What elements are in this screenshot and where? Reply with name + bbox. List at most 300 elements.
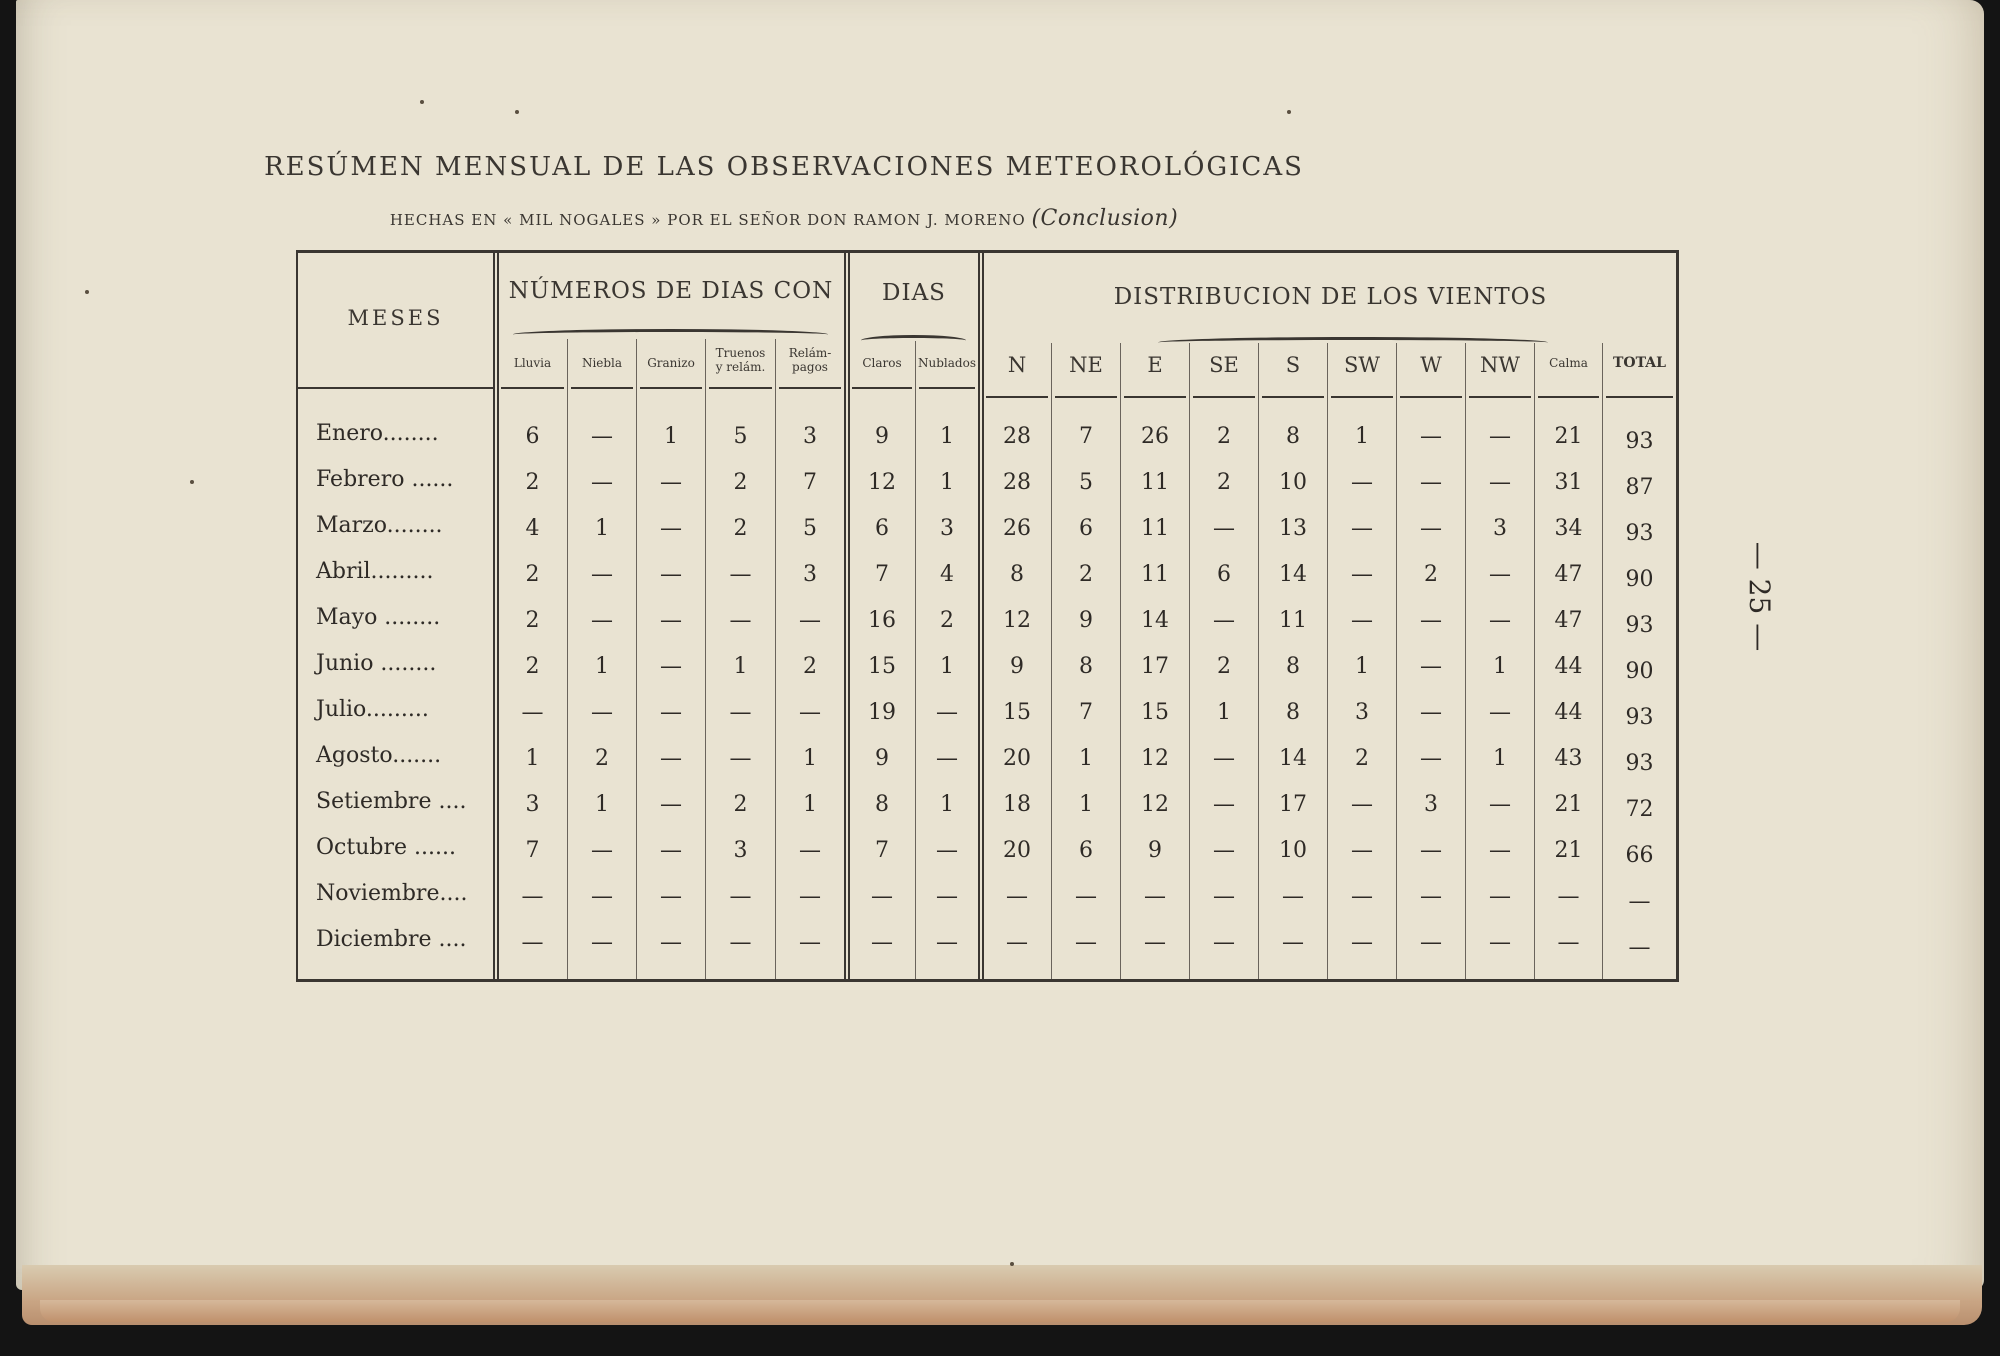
cell-SE: — (1213, 608, 1235, 633)
cell-granizo: — (660, 470, 682, 495)
cell-calma: 47 (1554, 562, 1583, 587)
cell-W: 3 (1424, 792, 1438, 817)
cell-E: 15 (1141, 700, 1169, 725)
cell-granizo: — (660, 746, 682, 771)
cell-relam: 3 (803, 424, 817, 449)
sub-header-relam (776, 346, 844, 374)
cell-S: 8 (1286, 424, 1300, 449)
header-rule (1262, 396, 1324, 398)
cell-SW: — (1351, 608, 1373, 633)
cell-SE: — (1213, 930, 1235, 955)
sub-header-line: y relám. (715, 360, 766, 374)
table-row (298, 467, 1676, 500)
header-rule (709, 387, 772, 389)
cell-niebla: — (591, 700, 613, 725)
brace-numeros (513, 329, 828, 340)
cell-calma: 21 (1554, 792, 1583, 817)
cell-truenos: — (729, 700, 752, 725)
table-row (298, 789, 1676, 822)
cell-NE: 6 (1079, 838, 1093, 863)
cell-claros: — (871, 884, 893, 909)
cell-E: 26 (1141, 424, 1169, 449)
cell-N: 15 (1003, 700, 1031, 725)
speck (190, 480, 194, 484)
table-row (298, 835, 1676, 868)
subtitle-italic: (Conclusion) (1031, 206, 1179, 231)
cell-claros: 9 (875, 424, 889, 449)
cell-total: 87 (1625, 475, 1654, 500)
col-divider (1534, 343, 1535, 979)
cell-NW: 3 (1493, 516, 1507, 541)
cell-S: — (1282, 884, 1304, 909)
cell-E: 12 (1141, 746, 1169, 771)
sub-header-calma: Calma (1549, 356, 1588, 370)
cell-lluvia: 7 (525, 838, 540, 863)
cell-niebla: — (591, 930, 613, 955)
col-divider (567, 339, 568, 979)
sub-header-lluvia: Lluvia (513, 356, 552, 370)
cell-truenos: 2 (733, 516, 748, 541)
cell-total: 93 (1625, 429, 1654, 454)
cell-nublados: — (936, 700, 958, 725)
cell-calma: — (1557, 930, 1580, 955)
cell-SE: 6 (1217, 562, 1231, 587)
cell-lluvia: 2 (525, 562, 540, 587)
cell-W: — (1420, 424, 1442, 449)
cell-N: 8 (1010, 562, 1024, 587)
cell-total: — (1628, 935, 1651, 960)
cell-W: — (1420, 470, 1442, 495)
month-label: Febrero ...... (316, 467, 454, 492)
cell-N: 18 (1003, 792, 1031, 817)
col-divider (1120, 343, 1121, 979)
cell-W: — (1420, 930, 1442, 955)
cell-nublados: — (936, 838, 958, 863)
cell-granizo: — (660, 654, 682, 679)
page-title: RESÚMEN MENSUAL DE LAS OBSERVACIONES METEOROLÓGICAS (264, 152, 1304, 182)
cell-SW: — (1351, 562, 1373, 587)
cell-SE: — (1213, 838, 1235, 863)
cell-NW: 1 (1493, 746, 1507, 771)
table-row (298, 743, 1676, 776)
col-divider (1051, 343, 1052, 979)
brace-vientos (1158, 337, 1548, 348)
cell-niebla: — (591, 884, 613, 909)
col-divider (1327, 343, 1328, 979)
cell-SW: — (1351, 792, 1373, 817)
header-rule (1538, 396, 1599, 398)
cell-calma: 34 (1554, 516, 1583, 541)
cell-SE: — (1213, 792, 1235, 817)
sub-header-SW: SW (1344, 353, 1380, 377)
cell-NE: — (1075, 930, 1097, 955)
cell-claros: — (871, 930, 893, 955)
cell-E: 11 (1141, 516, 1169, 541)
speck (1010, 1262, 1014, 1266)
cell-lluvia: 3 (525, 792, 540, 817)
cell-SW: — (1351, 470, 1373, 495)
cell-truenos: — (729, 608, 752, 633)
month-label: Setiembre .... (316, 789, 467, 814)
cell-total: 66 (1625, 843, 1654, 868)
cell-granizo: — (660, 930, 682, 955)
cell-niebla: 2 (595, 746, 609, 771)
cell-N: 20 (1003, 838, 1031, 863)
cell-claros: 7 (875, 562, 889, 587)
cell-S: — (1282, 930, 1304, 955)
cell-NE: 6 (1079, 516, 1093, 541)
cell-lluvia: 2 (525, 608, 540, 633)
cell-SW: 1 (1355, 654, 1369, 679)
cell-lluvia: — (521, 700, 544, 725)
cell-relam: 5 (803, 516, 817, 541)
cell-relam: 3 (803, 562, 817, 587)
cell-lluvia: 4 (525, 516, 540, 541)
cell-SE: — (1213, 884, 1235, 909)
cell-S: 14 (1279, 746, 1307, 771)
cell-claros: 12 (868, 470, 896, 495)
cell-N: — (1006, 930, 1028, 955)
cell-S: 17 (1279, 792, 1307, 817)
cell-N: 26 (1003, 516, 1031, 541)
cell-nublados: 2 (940, 608, 954, 633)
sub-header-N: N (1007, 353, 1027, 377)
cell-claros: 16 (868, 608, 896, 633)
col-divider (1465, 343, 1466, 979)
cell-calma: 31 (1554, 470, 1583, 495)
cell-lluvia: 2 (525, 654, 540, 679)
cell-E: 17 (1141, 654, 1169, 679)
cell-nublados: 3 (940, 516, 954, 541)
cell-S: 11 (1279, 608, 1307, 633)
cell-claros: 15 (868, 654, 896, 679)
cell-NE: 1 (1079, 792, 1093, 817)
cell-NW: — (1489, 424, 1511, 449)
cell-total: 93 (1625, 705, 1654, 730)
cell-N: 28 (1003, 424, 1031, 449)
header-rule (1124, 396, 1186, 398)
cell-total: 72 (1625, 797, 1654, 822)
col-divider (775, 339, 776, 979)
cell-NW: — (1489, 700, 1511, 725)
cell-NW: — (1489, 562, 1511, 587)
cell-lluvia: 6 (525, 424, 540, 449)
cell-nublados: 1 (940, 424, 954, 449)
sub-header-S: S (1285, 353, 1301, 377)
cell-SE: 2 (1217, 470, 1231, 495)
cell-nublados: — (936, 930, 958, 955)
header-rule (1193, 396, 1255, 398)
header-rule (640, 387, 702, 389)
header-rule (571, 387, 633, 389)
table-row (298, 421, 1676, 454)
cell-calma: — (1557, 884, 1580, 909)
cell-truenos: 2 (733, 792, 748, 817)
cell-lluvia: — (521, 884, 544, 909)
cell-calma: 21 (1554, 424, 1583, 449)
cell-S: 10 (1279, 470, 1307, 495)
cell-calma: 21 (1554, 838, 1583, 863)
sub-header-claros: Claros (862, 356, 902, 370)
header-rule (919, 387, 975, 389)
cell-E: — (1144, 930, 1166, 955)
cell-NE: 5 (1079, 470, 1093, 495)
cell-E: 11 (1141, 470, 1169, 495)
header-rule (852, 387, 912, 389)
cell-S: 10 (1279, 838, 1307, 863)
month-label: Agosto....... (316, 743, 442, 768)
sub-header-line: Truenos (715, 346, 766, 360)
cell-lluvia: 2 (525, 470, 540, 495)
cell-SW: — (1351, 838, 1373, 863)
header-rule (1400, 396, 1462, 398)
table-row (298, 697, 1676, 730)
cell-E: 11 (1141, 562, 1169, 587)
page-edge-lower (40, 1300, 1960, 1322)
col-divider (1396, 343, 1397, 979)
cell-S: 13 (1279, 516, 1307, 541)
cell-N: — (1006, 884, 1028, 909)
cell-granizo: — (660, 838, 682, 863)
cell-W: — (1420, 838, 1442, 863)
cell-E: 12 (1141, 792, 1169, 817)
cell-S: 8 (1286, 700, 1300, 725)
cell-W: 2 (1424, 562, 1438, 587)
subtitle-text: HECHAS EN « MIL NOGALES » POR EL SEÑOR DON RAMON J. MORENO (389, 211, 1026, 229)
cell-nublados: — (936, 884, 958, 909)
cell-NW: 1 (1493, 654, 1507, 679)
sub-header-granizo: Granizo (647, 356, 695, 370)
cell-niebla: — (591, 608, 613, 633)
cell-SE: 2 (1217, 654, 1231, 679)
cell-total: 93 (1625, 751, 1654, 776)
cell-NW: — (1489, 838, 1511, 863)
cell-N: 28 (1003, 470, 1031, 495)
cell-granizo: — (660, 884, 682, 909)
speck (515, 110, 519, 114)
cell-N: 20 (1003, 746, 1031, 771)
month-label: Octubre ...... (316, 835, 456, 860)
table-row (298, 513, 1676, 546)
cell-SE: — (1213, 516, 1235, 541)
cell-SW: 1 (1355, 424, 1369, 449)
month-label: Marzo........ (316, 513, 443, 538)
cell-SW: — (1351, 930, 1373, 955)
cell-NW: — (1489, 884, 1511, 909)
cell-SW: 2 (1355, 746, 1369, 771)
cell-NE: — (1075, 884, 1097, 909)
cell-relam: — (799, 608, 821, 633)
cell-calma: 43 (1554, 746, 1583, 771)
cell-calma: 44 (1554, 700, 1583, 725)
cell-S: 14 (1279, 562, 1307, 587)
cell-truenos: — (729, 884, 752, 909)
cell-niebla: 1 (595, 516, 609, 541)
sub-header-E: E (1147, 353, 1163, 377)
cell-truenos: — (729, 562, 752, 587)
cell-relam: — (799, 700, 821, 725)
cell-relam: — (799, 930, 821, 955)
cell-relam: — (799, 838, 821, 863)
cell-granizo: — (660, 562, 682, 587)
cell-truenos: 2 (733, 470, 748, 495)
sub-header-NE: NE (1069, 353, 1103, 377)
table-row (298, 927, 1676, 960)
month-label: Mayo ........ (316, 605, 441, 630)
header-numeros: NÚMEROS DE DIAS CON (508, 278, 834, 304)
col-divider (636, 339, 637, 979)
sub-header-nublados: Nublados (918, 356, 976, 370)
cell-relam: 1 (803, 746, 817, 771)
month-label: Noviembre.... (316, 881, 468, 906)
brace-dias (861, 335, 966, 346)
cell-granizo: 1 (664, 424, 678, 449)
cell-SW: — (1351, 884, 1373, 909)
sub-header-line: pagos (792, 360, 828, 374)
cell-N: 9 (1010, 654, 1024, 679)
cell-total: — (1628, 889, 1651, 914)
cell-claros: 19 (868, 700, 896, 725)
month-label: Enero........ (316, 421, 439, 446)
cell-lluvia: — (521, 930, 544, 955)
cell-calma: 47 (1554, 608, 1583, 633)
cell-NW: — (1489, 792, 1511, 817)
cell-W: — (1420, 654, 1442, 679)
cell-W: — (1420, 746, 1442, 771)
cell-SE: 1 (1217, 700, 1231, 725)
header-rule (986, 396, 1048, 398)
header-vientos: DISTRIBUCION DE LOS VIENTOS (1113, 284, 1548, 310)
col-divider (1189, 343, 1190, 979)
speck (1287, 110, 1291, 114)
cell-claros: 8 (875, 792, 889, 817)
cell-truenos: — (729, 746, 752, 771)
month-label: Diciembre .... (316, 927, 467, 952)
table-row (298, 559, 1676, 592)
header-rule (1055, 396, 1117, 398)
table-row (298, 605, 1676, 638)
cell-claros: 7 (875, 838, 889, 863)
cell-nublados: 1 (940, 470, 954, 495)
speck (85, 290, 89, 294)
cell-NE: 1 (1079, 746, 1093, 771)
speck (420, 100, 424, 104)
cell-NE: 7 (1079, 700, 1093, 725)
header-rule (779, 387, 841, 389)
cell-truenos: — (729, 930, 752, 955)
sub-header-SE: SE (1209, 353, 1239, 377)
sub-header-NW: NW (1480, 353, 1520, 377)
cell-W: — (1420, 516, 1442, 541)
col-divider (705, 339, 706, 979)
cell-granizo: — (660, 516, 682, 541)
cell-NE: 9 (1079, 608, 1093, 633)
cell-nublados: 1 (940, 792, 954, 817)
cell-NW: — (1489, 930, 1511, 955)
sub-header-niebla: Niebla (581, 356, 623, 370)
cell-relam: 1 (803, 792, 817, 817)
cell-claros: 6 (875, 516, 889, 541)
cell-granizo: — (660, 792, 682, 817)
cell-total: 90 (1625, 567, 1654, 592)
cell-niebla: — (591, 562, 613, 587)
month-label: Julio......... (316, 697, 429, 722)
header-rule (1469, 396, 1531, 398)
page-number: — 25 — (1743, 541, 1777, 652)
page-subtitle (0, 206, 1568, 231)
col-divider (1602, 343, 1603, 979)
cell-truenos: 3 (733, 838, 748, 863)
cell-nublados: 4 (940, 562, 954, 587)
cell-S: 8 (1286, 654, 1300, 679)
cell-W: — (1420, 700, 1442, 725)
cell-E: 9 (1148, 838, 1162, 863)
header-meses: MESES (347, 306, 444, 330)
cell-NE: 2 (1079, 562, 1093, 587)
cell-W: — (1420, 608, 1442, 633)
cell-niebla: — (591, 470, 613, 495)
header-rule (1331, 396, 1393, 398)
cell-calma: 44 (1554, 654, 1583, 679)
cell-total: 90 (1625, 659, 1654, 684)
col-divider (1258, 343, 1259, 979)
cell-niebla: — (591, 838, 613, 863)
cell-niebla: 1 (595, 654, 609, 679)
cell-W: — (1420, 884, 1442, 909)
cell-truenos: 1 (733, 654, 748, 679)
sub-header-W: W (1420, 353, 1442, 377)
cell-relam: 7 (803, 470, 817, 495)
cell-E: — (1144, 884, 1166, 909)
header-rule (1606, 396, 1673, 398)
cell-NE: 7 (1079, 424, 1093, 449)
cell-truenos: 5 (733, 424, 748, 449)
cell-NW: — (1489, 608, 1511, 633)
cell-niebla: — (591, 424, 613, 449)
cell-NE: 8 (1079, 654, 1093, 679)
col-divider (915, 341, 916, 979)
table-row (298, 651, 1676, 684)
cell-nublados: 1 (940, 654, 954, 679)
cell-relam: — (799, 884, 821, 909)
cell-E: 14 (1141, 608, 1169, 633)
cell-SE: 2 (1217, 424, 1231, 449)
cell-granizo: — (660, 608, 682, 633)
cell-N: 12 (1003, 608, 1031, 633)
sub-header-line: Relám- (788, 346, 832, 360)
table-row (298, 881, 1676, 914)
cell-lluvia: 1 (525, 746, 540, 771)
cell-total: 93 (1625, 613, 1654, 638)
cell-claros: 9 (875, 746, 889, 771)
month-label: Junio ........ (316, 651, 437, 676)
header-dias: DIAS (882, 280, 946, 306)
cell-NW: — (1489, 470, 1511, 495)
cell-nublados: — (936, 746, 958, 771)
sub-header-total: TOTAL (1613, 355, 1666, 371)
cell-niebla: 1 (595, 792, 609, 817)
cell-granizo: — (660, 700, 682, 725)
cell-SW: — (1351, 516, 1373, 541)
weather-table (296, 250, 1679, 982)
month-label: Abril......... (316, 559, 434, 584)
cell-SE: — (1213, 746, 1235, 771)
cell-total: 93 (1625, 521, 1654, 546)
header-rule (298, 387, 493, 389)
sub-header-truenos (706, 346, 775, 374)
header-rule (501, 387, 564, 389)
cell-SW: 3 (1355, 700, 1369, 725)
